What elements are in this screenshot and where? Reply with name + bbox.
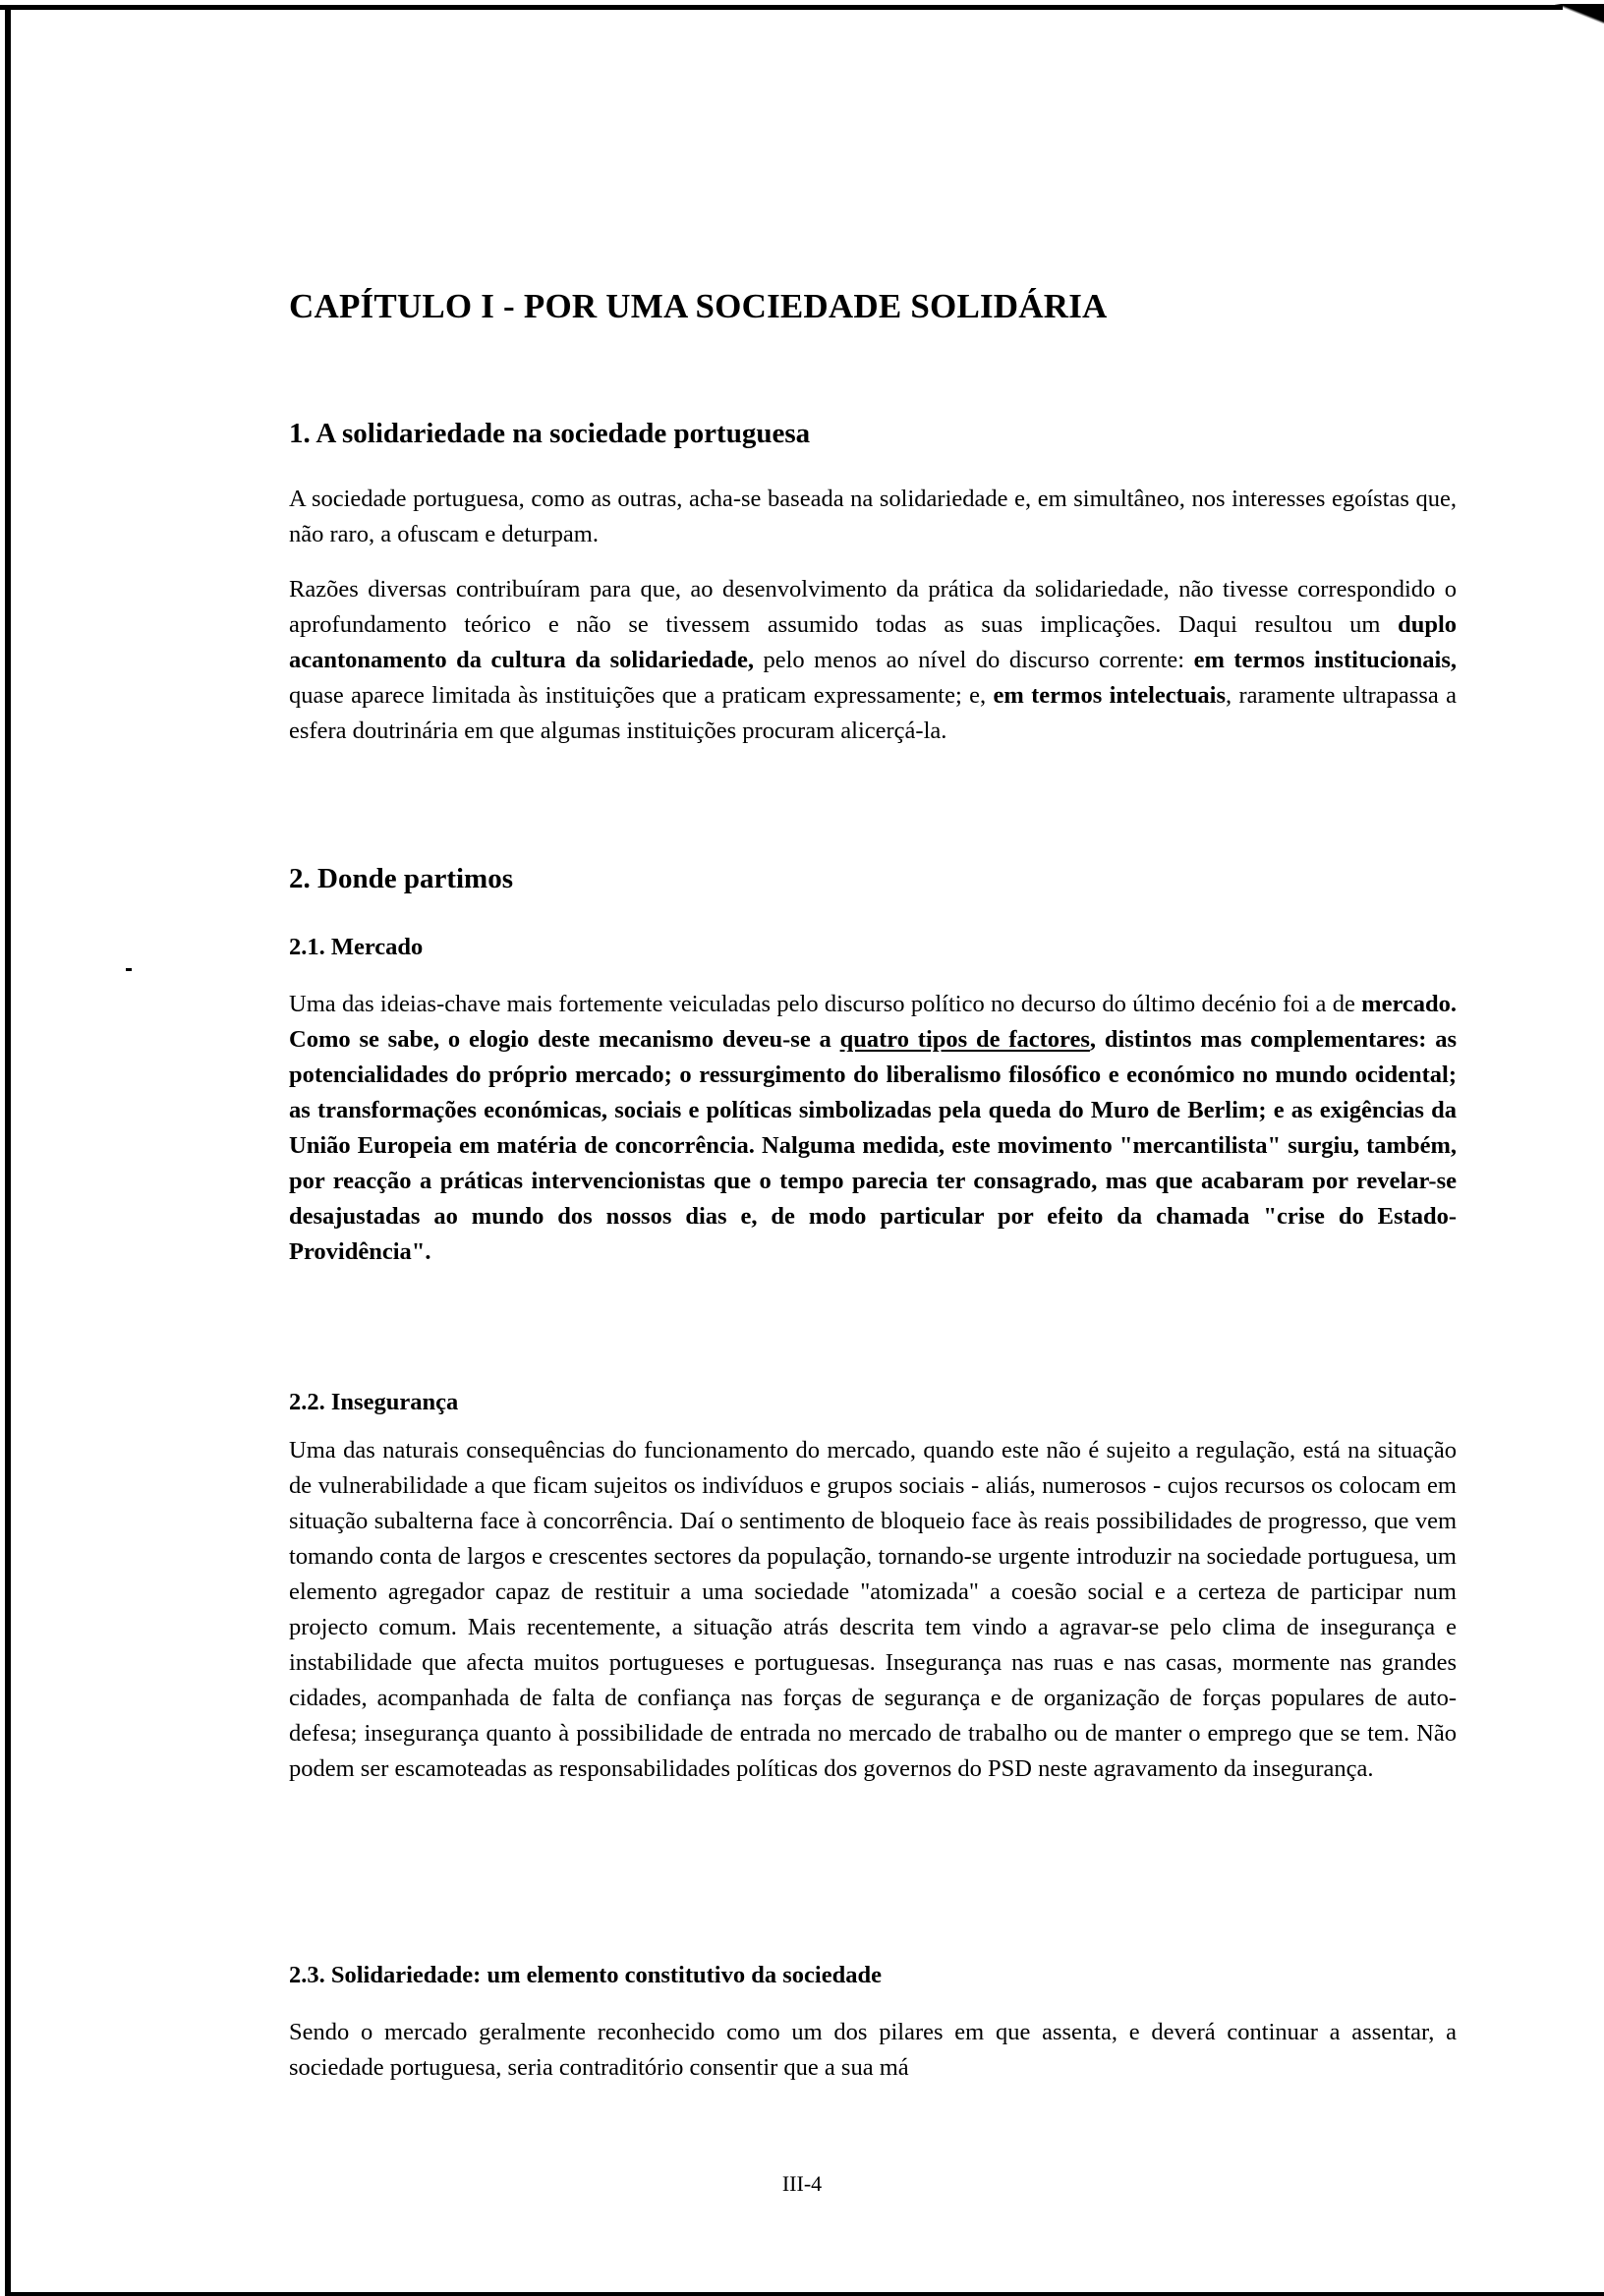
text-segment: Razões diversas contribuíram para que, ao desenvolvimento da prática da solidariedade, não tivesse correspondido o aprofundamento teórico e não se tivessem assumido todas as suas implicações. Daqui resultou um xyxy=(289,576,1457,638)
text-segment: pelo menos ao nível do discurso corrente: xyxy=(753,647,1194,673)
subsection-heading-2-2: 2.2. Insegurança xyxy=(289,1389,459,1415)
emphasis-termos-institucionais: em termos institucionais, xyxy=(1193,647,1457,673)
section-heading-2: 2. Donde partimos xyxy=(289,863,513,894)
subsection-heading-2-3: 2.3. Solidariedade: um elemento constitutivo da sociedade xyxy=(289,1962,882,1988)
text-segment: Uma das naturais consequências do funcionamento do mercado, quando este não é sujeito a regulação, está na situação de vulnerabilidade a que ficam sujeitos os indivíduos e grupos sociais - aliás, numerosos - cujos recursos os colocam em situação subalterna face à concorrência. Daí o sentimento de bloqueio face às reais possibilidades de progresso, que vem tomando conta de largos e crescentes sectores da população, tornando-se urgente introduzir na sociedade portuguesa, um elemento agregador capaz de restituir a uma sociedade "atomizada" a coesão social e a certeza de participar num projecto comum. Mais recentemente, a situação atrás descrita tem vindo a agravar-se pelo clima de insegurança e instabilidade que afecta muitos portugueses e portuguesas. Insegurança nas ruas e nas casas, mormente nas grandes cidades, acompanhada de falta de confiança nas forças de segurança e de organização de forças populares de auto-defesa; insegurança quanto à possibilidade de entrada no mercado de trabalho ou de manter o emprego que se tem. Não podem ser escamoteadas as responsabilidades políticas dos governos do PSD neste agravamento da insegurança. xyxy=(289,1437,1457,1782)
emphasis-duplo-acantonamento: duplo acantonamento da cultura da solidariedade, xyxy=(289,611,1457,673)
emphasis-mercado: mercado. Como se sabe, o elogio deste mecanismo deveu-se a xyxy=(289,991,1457,1053)
text-segment: A sociedade portuguesa, como as outras, acha-se baseada na solidariedade e, em simultâneo, nos interesses egoístas que, não raro, a ofuscam e deturpam. xyxy=(289,486,1457,547)
text-segment: quase aparece limitada às instituições que a praticam expressamente; e, xyxy=(289,682,994,709)
section-1-paragraph-1 xyxy=(289,482,1457,552)
subsection-2-2-paragraph xyxy=(289,1433,1457,1787)
emphasis-quatro-tipos-de-factores: quatro tipos de factores xyxy=(839,1026,1090,1053)
scan-corner-artifact xyxy=(1555,4,1604,24)
page-number: III-4 xyxy=(781,2171,823,2196)
subsection-heading-2-1: 2.1. Mercado xyxy=(289,934,424,960)
scan-border-left xyxy=(5,5,11,2295)
scan-border-bottom xyxy=(5,2292,1604,2296)
text-segment: , raramente ultrapassa a esfera doutrinária em que algumas instituições procuram alicerçá-la. xyxy=(289,682,1457,744)
scan-border-top xyxy=(0,5,1563,10)
text-segment: Uma das ideias-chave mais fortemente veiculadas pelo discurso político no decurso do último decénio foi a de xyxy=(289,991,1362,1017)
section-1-paragraph-2 xyxy=(289,572,1457,749)
emphasis-termos-intelectuais: em termos intelectuais xyxy=(993,682,1226,709)
text-segment: Sendo o mercado geralmente reconhecido como um dos pilares em que assenta, e deverá continuar a assentar, a sociedade portuguesa, seria contraditório consentir que a sua má xyxy=(289,2019,1457,2081)
chapter-title: CAPÍTULO I - POR UMA SOCIEDADE SOLIDÁRIA xyxy=(289,287,1108,325)
section-heading-1: 1. A solidariedade na sociedade portuguesa xyxy=(289,418,811,449)
subsection-2-3-paragraph xyxy=(289,2015,1457,2086)
scan-speck xyxy=(126,968,132,971)
emphasis-factores-list: , distintos mas complementares: as potencialidades do próprio mercado; o ressurgimento do liberalismo filosófico e económico no mundo ocidental; as transformações económicas, sociais e políticas simbolizadas pela queda do Muro de Berlim; e as exigências da União Europeia em matéria de concorrência. Nalguma medida, este movimento "mercantilista" surgiu, também, por reacção a práticas intervencionistas que o tempo parecia ter consagrado, mas que acabaram por revelar-se desajustadas ao mundo dos nossos dias e, de modo particular por efeito da chamada "crise do Estado-Providência". xyxy=(289,1026,1458,1265)
subsection-2-1-paragraph xyxy=(289,987,1457,1270)
